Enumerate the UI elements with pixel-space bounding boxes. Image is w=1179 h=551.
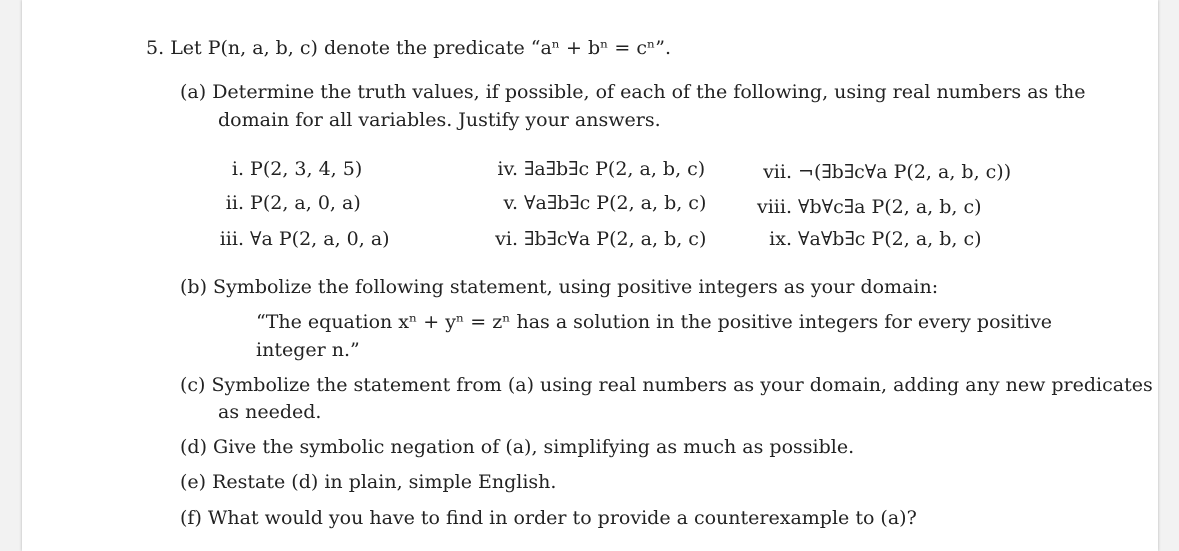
problem-number: 5.: [146, 37, 165, 59]
part-b-label: (b): [180, 276, 207, 298]
item-vi: vi. ∃b∃c∀a P(2, a, b, c): [495, 228, 707, 250]
part-c-text-1: Symbolize the statement from (a) using real numbers as your domain, adding any new predicates: [211, 374, 1153, 396]
part-a-line-1: [180, 80, 1085, 104]
part-f-text: What would you have to find in order to provide a counterexample to (a)?: [207, 507, 917, 529]
item-iv: iv. ∃a∃b∃c P(2, a, b, c): [497, 158, 706, 180]
part-f-label: (f): [180, 507, 202, 529]
part-b-text: Symbolize the following statement, using positive integers as your domain:: [213, 276, 939, 298]
item-i: i. P(2, 3, 4, 5): [231, 158, 363, 180]
part-b-quote-2: integer n.”: [256, 339, 360, 361]
document-page: [22, 0, 1158, 551]
item-ii: ii. P(2, a, 0, a): [225, 192, 361, 214]
part-e-text: Restate (d) in plain, simple English.: [212, 471, 557, 493]
part-b-quote-1: “The equation xⁿ + yⁿ = zⁿ has a solution in the positive integers for every positive: [256, 311, 1053, 333]
part-d-line: [180, 435, 854, 459]
part-a-text-1: Determine the truth values, if possible, of each of the following, using real numbers as the: [212, 81, 1086, 103]
item-viii: viii. ∀b∀c∃a P(2, a, b, c): [756, 196, 982, 218]
part-c-line-2: as needed.: [218, 401, 322, 423]
part-d-label: (d): [180, 436, 207, 458]
part-e-line: [180, 470, 556, 494]
item-iii: iii. ∀a P(2, a, 0, a): [219, 228, 390, 250]
problem-intro-text: Let P(n, a, b, c) denote the predicate “aⁿ + bⁿ = cⁿ”.: [170, 37, 672, 59]
part-a-line-2: domain for all variables. Justify your answers.: [218, 109, 661, 131]
item-v: v. ∀a∃b∃c P(2, a, b, c): [503, 192, 707, 214]
item-ix: ix. ∀a∀b∃c P(2, a, b, c): [769, 228, 982, 250]
part-c-line-1: [180, 373, 1153, 397]
part-e-label: (e): [180, 471, 207, 493]
item-vii: vii. ¬(∃b∃c∀a P(2, a, b, c)): [763, 161, 1012, 183]
part-b-line: [180, 275, 938, 299]
part-d-text: Give the symbolic negation of (a), simplifying as much as possible.: [213, 436, 855, 458]
part-a-label: (a): [180, 81, 207, 103]
problem-intro: [146, 36, 671, 60]
part-f-line: [180, 506, 917, 530]
part-c-label: (c): [180, 374, 206, 396]
